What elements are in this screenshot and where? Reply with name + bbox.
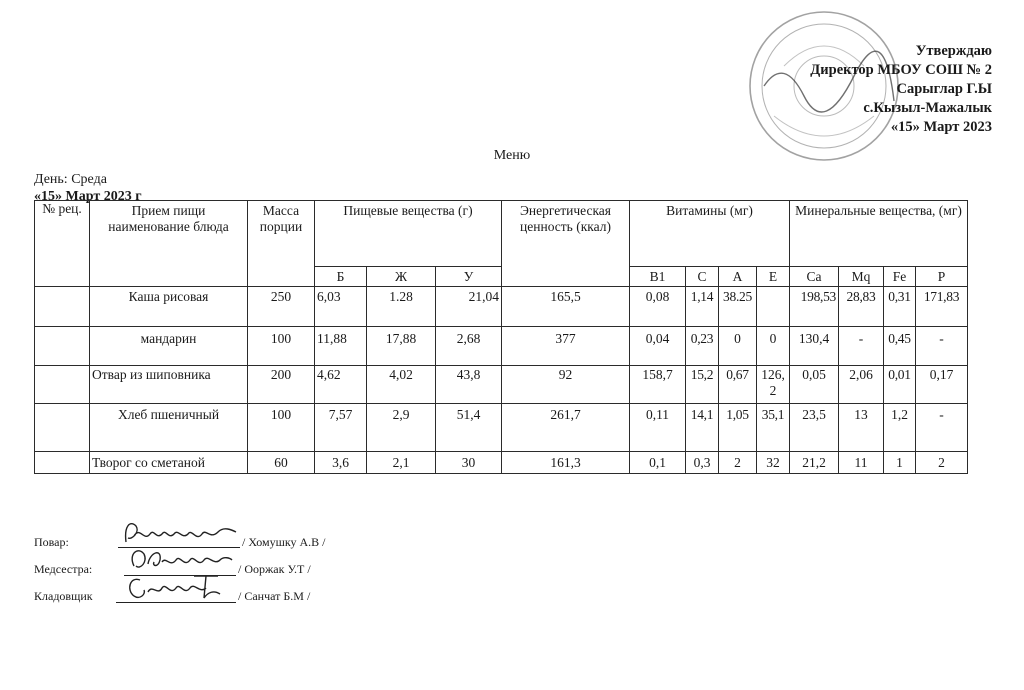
carbs-cell: 51,4 [436,404,502,452]
phosphorus-cell: - [916,327,968,366]
cook-label: Повар: [34,535,69,549]
table-row [35,327,968,366]
vitamin-e-cell: 32 [757,452,790,474]
header-meal-name: Прием пищи наименование блюда [90,201,248,287]
mass-cell: 100 [248,327,315,366]
carbs-cell: 43,8 [436,366,502,404]
magnesium-cell: 11 [839,452,884,474]
cook-name: / Хомушку А.В / [242,535,326,549]
magnesium-cell: 13 [839,404,884,452]
protein-cell: 4,62 [315,366,367,404]
subheader-a: А [719,267,757,287]
protein-cell: 11,88 [315,327,367,366]
vitamin-b1-cell: 0,1 [630,452,686,474]
phosphorus-cell: - [916,404,968,452]
phosphorus-cell: 2 [916,452,968,474]
meal-name-cell: Каша рисовая [90,287,248,327]
calcium-cell: 21,2 [790,452,839,474]
meal-name-cell: мандарин [90,327,248,366]
fat-cell: 17,88 [367,327,436,366]
mass-cell: 60 [248,452,315,474]
header-recipe-no: № рец. [35,201,90,287]
header-minerals: Минеральные вещества, (мг) [790,201,968,267]
vitamin-e-cell: 35,1 [757,404,790,452]
vitamin-a-cell: 0,67 [719,366,757,404]
magnesium-cell: - [839,327,884,366]
fat-cell: 2,9 [367,404,436,452]
vitamin-c-cell: 14,1 [686,404,719,452]
recipe-no-cell [35,366,90,404]
subheader-zh: Ж [367,267,436,287]
subheader-b1: B1 [630,267,686,287]
carbs-cell: 2,68 [436,327,502,366]
energy-cell: 92 [502,366,630,404]
meal-name-cell: Творог со сметаной [90,452,248,474]
subheader-p: P [916,267,968,287]
recipe-no-cell [35,452,90,474]
nurse-name: / Ооржак У.Т / [238,562,311,576]
storekeeper-handwritten-signature [122,570,234,606]
table-row [35,287,968,327]
subheader-ca: Ca [790,267,839,287]
vitamin-c-cell: 0,3 [686,452,719,474]
protein-cell: 6,03 [315,287,367,327]
table-row [35,366,968,404]
calcium-cell: 23,5 [790,404,839,452]
meal-name-cell: Отвар из шиповника [90,366,248,404]
fat-cell: 4,02 [367,366,436,404]
energy-cell: 161,3 [502,452,630,474]
phosphorus-cell: 171,83 [916,287,968,327]
vitamin-a-cell: 1,05 [719,404,757,452]
iron-cell: 0,31 [884,287,916,327]
vitamin-c-cell: 0,23 [686,327,719,366]
vitamin-e-cell: 126,2 [757,366,790,404]
date-line: «15» Март 2023 г [34,189,142,204]
vitamin-b1-cell: 0,08 [630,287,686,327]
mass-cell: 250 [248,287,315,327]
document-title: Меню [493,148,531,163]
subheader-mq: Mq [839,267,884,287]
mass-cell: 100 [248,404,315,452]
nurse-label: Медсестра: [34,562,93,576]
day-line: День: Среда [34,172,107,187]
iron-cell: 1,2 [884,404,916,452]
vitamin-c-cell: 1,14 [686,287,719,327]
phosphorus-cell: 0,17 [916,366,968,404]
vitamin-b1-cell: 0,11 [630,404,686,452]
subheader-fe: Fe [884,267,916,287]
energy-cell: 261,7 [502,404,630,452]
approval-date: «15» Март 2023 [890,119,992,135]
energy-cell: 377 [502,327,630,366]
iron-cell: 1 [884,452,916,474]
iron-cell: 0,01 [884,366,916,404]
magnesium-cell: 2,06 [839,366,884,404]
mass-cell: 200 [248,366,315,404]
protein-cell: 3,6 [315,452,367,474]
vitamin-b1-cell: 0,04 [630,327,686,366]
carbs-cell: 30 [436,452,502,474]
storekeeper-name: / Санчат Б.М / [238,589,311,603]
protein-cell: 7,57 [315,404,367,452]
vitamin-a-cell: 0 [719,327,757,366]
vitamin-a-cell: 2 [719,452,757,474]
fat-cell: 2,1 [367,452,436,474]
recipe-no-cell [35,287,90,327]
recipe-no-cell [35,404,90,452]
subheader-c: C [686,267,719,287]
energy-cell: 165,5 [502,287,630,327]
approval-block [760,42,992,137]
vitamin-e-cell: 0 [757,327,790,366]
carbs-cell: 21,04 [436,287,502,327]
fat-cell: 1.28 [367,287,436,327]
calcium-cell: 130,4 [790,327,839,366]
vitamin-e-cell [757,287,790,327]
vitamin-a-cell: 38.25 [719,287,757,327]
calcium-cell: 0,05 [790,366,839,404]
subheader-e: Е [757,267,790,287]
table-row [35,452,968,474]
approval-heading: Утверждаю [915,43,992,59]
vitamin-c-cell: 15,2 [686,366,719,404]
recipe-no-cell [35,327,90,366]
header-vitamins: Витамины (мг) [630,201,790,267]
menu-table [34,200,968,474]
vitamin-b1-cell: 158,7 [630,366,686,404]
iron-cell: 0,45 [884,327,916,366]
header-portion-mass: Масса порции [248,201,315,287]
calcium-cell: 198,53 [790,287,839,327]
storekeeper-label: Кладовщик [34,589,93,603]
approval-location: с.Кызыл-Мажалык [863,100,992,116]
table-row [35,404,968,452]
header-nutrients: Пищевые вещества (г) [315,201,502,267]
magnesium-cell: 28,83 [839,287,884,327]
header-row [35,201,968,267]
meal-name-cell: Хлеб пшеничный [90,404,248,452]
approval-person: Сарыглар Г.Ы [896,81,992,97]
subheader-u: У [436,267,502,287]
header-energy: Энергетическая ценность (ккал) [502,201,630,287]
subheader-b: Б [315,267,367,287]
approval-position: Директор МБОУ СОШ № 2 [810,62,992,78]
